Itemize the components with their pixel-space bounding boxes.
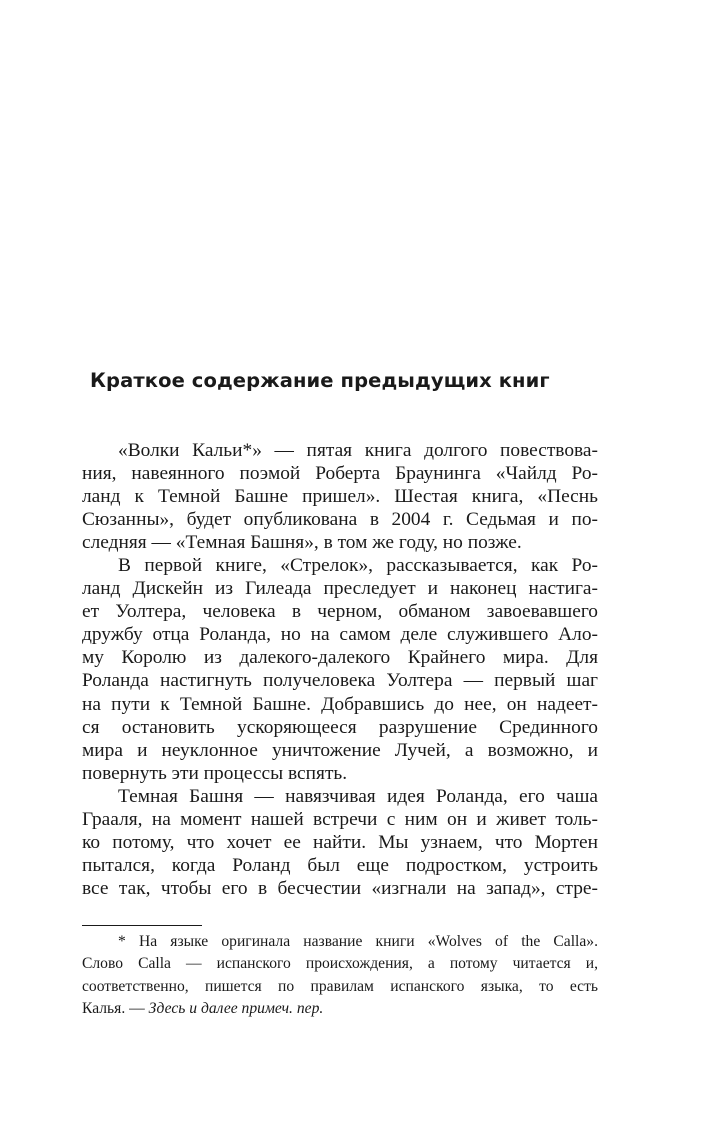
text-line: му Королю из далекого-далекого Крайнего мира. Для bbox=[82, 647, 598, 669]
text-line: Роланда настигнуть получеловека Уолтера — первый шаг bbox=[82, 670, 598, 692]
text-line: ланд к Темной Башне пришел». Шестая книга, «Песнь bbox=[82, 486, 598, 508]
text-line: на пути к Темной Башне. Добравшись до нее, он надеет- bbox=[82, 693, 598, 715]
text-line: В первой книге, «Стрелок», рассказывается, как Ро- bbox=[118, 555, 598, 577]
text-line: мира и неуклонное уничтожение Лучей, а возможно, и bbox=[82, 739, 598, 761]
text-line: повернуть эти процессы вспять. bbox=[82, 762, 348, 784]
footnote-last-text: Калья. — bbox=[82, 1000, 149, 1018]
footnote-line: * На языке оригинала название книги «Wolves of the Calla». bbox=[118, 933, 598, 950]
body-text bbox=[82, 439, 598, 900]
text-line: дружбу отца Роланда, но на самом деле служившего Ало- bbox=[82, 624, 598, 646]
text-line: «Волки Кальи*» — пятая книга долгого повествова- bbox=[118, 440, 598, 461]
footnote-divider bbox=[82, 925, 202, 926]
text-line: Сюзанны», будет опубликована в 2004 г. Седьмая и по- bbox=[82, 509, 598, 531]
text-line: Темная Башня — навязчивая идея Роланда, его чаша bbox=[118, 785, 598, 807]
translator-note: Здесь и далее примеч. пер. bbox=[148, 1000, 324, 1018]
footnote-line: Слово Calla — испанского происхождения, а потому читается и, bbox=[82, 955, 598, 973]
chapter-heading: Краткое содержание предыдущих книг bbox=[90, 369, 550, 392]
text-line: пытался, когда Роланд был еще подростком, устроить bbox=[82, 854, 598, 876]
footnote bbox=[82, 931, 598, 1021]
text-line: все так, чтобы его в бесчестии «изгнали на запад», стре- bbox=[82, 877, 598, 899]
text-line: ния, навеянного поэмой Роберта Браунинга «Чайлд Ро- bbox=[82, 463, 598, 485]
text-line: ет Уолтера, человека в черном, обманом завоевавшего bbox=[82, 601, 598, 623]
footnote-line: соответственно, пишется по правилам испанского языка, то есть bbox=[82, 977, 598, 995]
text-line: ся остановить ускоряющееся разрушение Срединного bbox=[82, 716, 598, 738]
text-line: Грааля, на момент нашей встречи с ним он и живет толь- bbox=[82, 808, 598, 830]
text-line: следняя — «Темная Башня», в том же году, но позже. bbox=[82, 532, 522, 554]
text-line: ланд Дискейн из Гилеада преследует и наконец настига- bbox=[82, 578, 598, 600]
footnote-line bbox=[82, 998, 598, 1020]
text-line: ко потому, что хочет ее найти. Мы узнаем, что Мортен bbox=[82, 831, 598, 853]
